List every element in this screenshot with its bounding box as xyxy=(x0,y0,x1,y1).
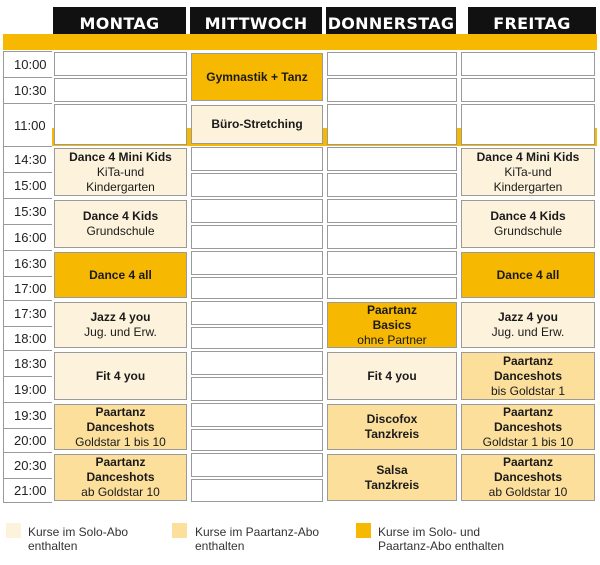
course-title: Paartanz Danceshots xyxy=(493,455,563,484)
time-label: 11:00 xyxy=(3,103,52,146)
course-mo-jazz xyxy=(54,302,187,348)
empty-slot xyxy=(461,52,595,76)
empty-slot xyxy=(191,429,323,451)
legend-text-solo: Kurse im Solo-Abo enthalten xyxy=(28,525,129,553)
course-mo-fit xyxy=(54,352,187,400)
course-do-salsa xyxy=(327,454,457,501)
course-subtitle: ab Goldstar 10 xyxy=(488,485,568,499)
course-fr-mini xyxy=(461,148,595,196)
time-label: 19:00 xyxy=(3,376,52,402)
time-label: 17:00 xyxy=(3,276,52,300)
empty-slot xyxy=(327,78,457,102)
empty-slot xyxy=(191,327,323,349)
course-title: Dance 4 all xyxy=(89,267,152,282)
course-title: Dance 4 Mini Kids xyxy=(476,149,580,164)
empty-slot xyxy=(327,251,457,275)
empty-slot xyxy=(191,453,323,477)
top-band xyxy=(3,34,597,50)
course-title: Salsa Tanzkreis xyxy=(364,462,420,492)
day-header-mittwoch: MITTWOCH xyxy=(190,7,322,40)
course-subtitle: Jug. und Erw. xyxy=(491,325,565,339)
course-do-fit xyxy=(327,352,457,400)
course-title: Dance 4 Mini Kids xyxy=(69,149,172,164)
course-mi-gym xyxy=(191,53,323,101)
course-title: Jazz 4 you xyxy=(497,310,559,324)
empty-slot xyxy=(327,147,457,171)
time-label: 10:00 xyxy=(3,51,52,77)
course-title: Discofox Tanzkreis xyxy=(364,412,420,441)
course-subtitle: Grundschule xyxy=(86,224,155,238)
course-subtitle: Goldstar 1 bis 10 xyxy=(75,434,166,449)
time-label: 17:30 xyxy=(3,300,52,326)
course-mo-kids xyxy=(54,200,187,248)
empty-slot xyxy=(191,403,323,427)
empty-slot xyxy=(54,52,187,76)
course-title: Paartanz Danceshots xyxy=(493,353,563,383)
empty-slot xyxy=(191,479,323,502)
empty-slot xyxy=(191,377,323,401)
time-label: 18:30 xyxy=(3,350,52,376)
time-label: 15:00 xyxy=(3,172,52,198)
empty-slot xyxy=(191,301,323,325)
empty-slot xyxy=(54,78,187,102)
day-header-donnerstag: DONNERSTAG xyxy=(326,7,456,40)
course-fr-all xyxy=(461,252,595,298)
empty-slot xyxy=(54,104,187,145)
course-mo-ds3 xyxy=(54,454,187,501)
course-title: Dance 4 all xyxy=(496,267,560,282)
course-fr-kids xyxy=(461,200,595,248)
course-title: Paartanz Danceshots xyxy=(493,404,563,434)
course-title: Paartanz Danceshots xyxy=(86,455,155,484)
course-mi-buero xyxy=(191,105,323,144)
course-subtitle: bis Goldstar 1 xyxy=(490,383,566,398)
day-header-montag: MONTAG xyxy=(53,7,186,40)
course-title: Büro-Stretching xyxy=(211,117,303,131)
time-label: 16:30 xyxy=(3,250,52,276)
legend-swatch-solo xyxy=(6,523,21,538)
legend-swatch-paartanz xyxy=(172,523,187,538)
course-mo-all xyxy=(54,252,187,298)
legend-text-both: Kurse im Solo- und Paartanz-Abo enthalten xyxy=(378,525,505,553)
course-title: Dance 4 Kids xyxy=(82,209,159,223)
course-do-disco xyxy=(327,404,457,450)
course-mo-ds2 xyxy=(54,404,187,450)
empty-slot xyxy=(191,147,323,171)
day-header-freitag: FREITAG xyxy=(468,7,596,40)
time-label: 16:00 xyxy=(3,224,52,250)
time-label: 19:30 xyxy=(3,402,52,428)
course-subtitle: KiTa-und Kindergarten xyxy=(86,164,155,194)
legend-swatch-both xyxy=(356,523,371,538)
empty-slot xyxy=(191,225,323,249)
course-title: Paartanz Basics xyxy=(366,302,418,332)
course-title: Fit 4 you xyxy=(367,368,417,383)
course-mo-mini xyxy=(54,148,187,196)
course-title: Fit 4 you xyxy=(95,368,146,383)
course-title: Gymnastik + Tanz xyxy=(206,69,308,84)
empty-slot xyxy=(191,277,323,299)
empty-slot xyxy=(461,78,595,102)
course-subtitle: ohne Partner xyxy=(357,332,427,347)
course-fr-jazz xyxy=(461,302,595,348)
empty-slot xyxy=(191,251,323,275)
empty-slot xyxy=(327,225,457,249)
empty-slot xyxy=(191,351,323,375)
time-label: 20:00 xyxy=(3,428,52,452)
legend-text-paartanz: Kurse im Paartanz-Abo enthalten xyxy=(195,525,320,553)
course-do-paar xyxy=(327,302,457,348)
empty-slot xyxy=(191,173,323,197)
empty-slot xyxy=(327,277,457,299)
empty-slot xyxy=(327,199,457,223)
time-label: 14:30 xyxy=(3,146,52,172)
course-title: Jazz 4 you xyxy=(90,310,151,324)
course-subtitle: KiTa-und Kindergarten xyxy=(493,164,563,194)
course-subtitle: Goldstar 1 bis 10 xyxy=(482,434,574,449)
time-label: 21:00 xyxy=(3,478,52,503)
course-subtitle: Jug. und Erw. xyxy=(84,325,157,339)
course-fr-ds1 xyxy=(461,352,595,400)
course-fr-ds3 xyxy=(461,454,595,501)
empty-slot xyxy=(327,173,457,197)
empty-slot xyxy=(327,52,457,76)
course-subtitle: ab Goldstar 10 xyxy=(81,485,160,499)
time-label: 20:30 xyxy=(3,452,52,478)
time-label: 10:30 xyxy=(3,77,52,103)
empty-slot xyxy=(191,199,323,223)
course-title: Paartanz Danceshots xyxy=(86,404,155,434)
time-label: 18:00 xyxy=(3,326,52,350)
course-subtitle: Grundschule xyxy=(493,224,563,238)
time-label: 15:30 xyxy=(3,198,52,224)
empty-slot xyxy=(461,104,595,145)
course-fr-ds2 xyxy=(461,404,595,450)
course-title: Dance 4 Kids xyxy=(490,209,566,223)
empty-slot xyxy=(327,104,457,145)
